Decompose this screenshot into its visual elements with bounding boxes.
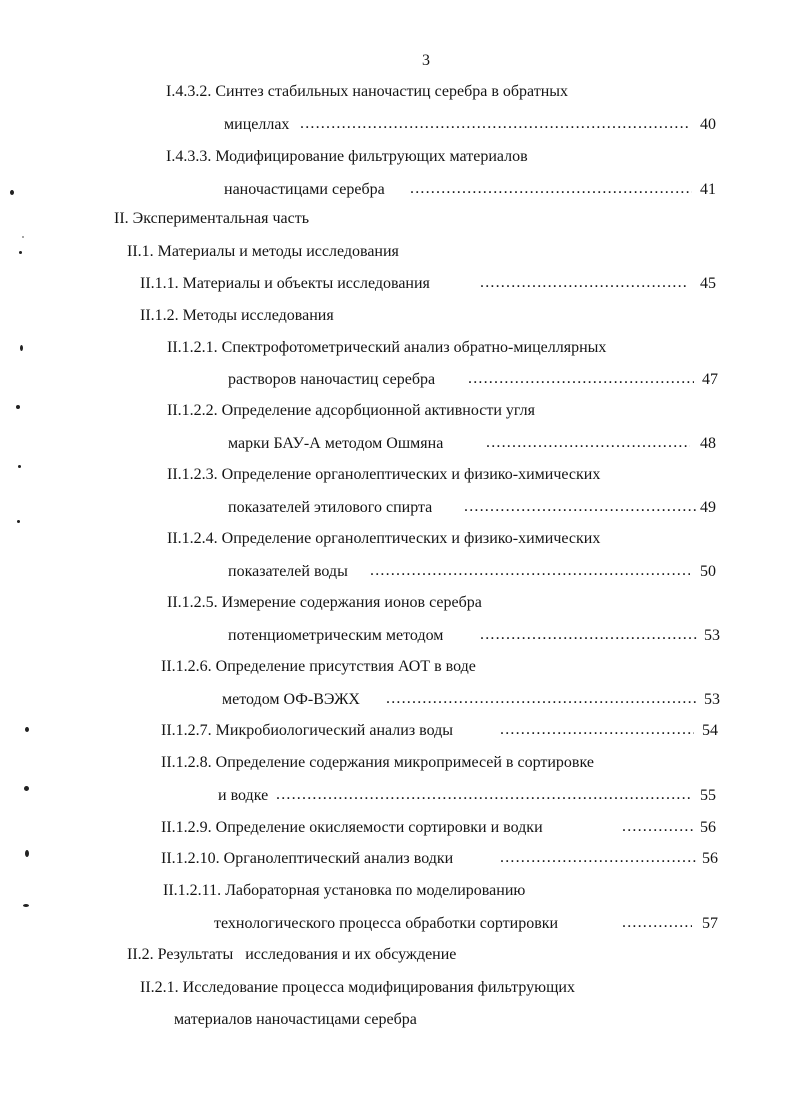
toc-page-number: 54 <box>702 722 718 739</box>
scan-speck <box>25 850 29 857</box>
toc-page-number: 57 <box>702 915 718 932</box>
toc-page-number: 48 <box>700 435 716 452</box>
toc-page-number: 53 <box>704 691 720 708</box>
toc-page-number: 56 <box>702 850 718 867</box>
toc-subsection-heading: II.2. Результаты исследования и их обсуждение <box>127 946 457 963</box>
toc-page-number: 47 <box>702 371 718 388</box>
toc-page-number: 45 <box>700 275 716 292</box>
scan-speck <box>23 904 29 907</box>
toc-entry-line: растворов наночастиц серебра <box>228 371 436 388</box>
toc-leader-dots <box>622 818 694 838</box>
toc-page-number: 53 <box>704 627 720 644</box>
toc-entry-line: II.1.2.9. Определение окисляемости сортировки и водки <box>161 819 543 836</box>
toc-leader-dots <box>622 914 692 934</box>
page-number: 3 <box>422 52 430 69</box>
toc-leader-dots <box>500 721 694 741</box>
toc-page-number: 49 <box>700 499 716 516</box>
toc-page-number: 55 <box>700 787 716 804</box>
toc-leader-dots <box>300 115 688 135</box>
toc-entry-line: мицеллах <box>224 116 290 133</box>
toc-section-heading: II. Экспериментальная часть <box>114 210 309 227</box>
toc-entry-line: II.1.2.8. Определение содержания микропримесей в сортировке <box>161 754 594 771</box>
toc-entry-line: II.1.2.5. Измерение содержания ионов серебра <box>167 594 482 611</box>
toc-entry-line: марки БАУ-А методом Ошмяна <box>228 435 444 452</box>
toc-page-number: 50 <box>700 563 716 580</box>
toc-page-number: 56 <box>700 819 716 836</box>
toc-leader-dots <box>486 434 690 454</box>
toc-leader-dots <box>480 626 698 646</box>
toc-entry-line: технологического процесса обработки сортировки <box>214 915 559 932</box>
toc-entry-line: II.1.2.3. Определение органолептических и физико-химических <box>167 466 601 483</box>
toc-entry-line: II.1.2.7. Микробиологический анализ воды <box>161 722 454 739</box>
toc-entry-line: потенциометрическим методом <box>228 627 444 644</box>
toc-leader-dots <box>468 370 694 390</box>
scan-speck <box>18 465 21 468</box>
toc-entry-line: методом ОФ-ВЭЖХ <box>222 691 360 708</box>
scan-speck <box>16 405 20 409</box>
scan-speck <box>20 345 23 351</box>
scan-speck <box>19 251 22 254</box>
toc-entry-line: материалов наночастицами серебра <box>174 1011 417 1028</box>
toc-leader-dots <box>464 498 696 518</box>
toc-entry-line: II.1.2.6. Определение присутствия АОТ в воде <box>161 658 476 675</box>
scan-speck <box>22 236 24 238</box>
toc-entry-line: II.1.2.2. Определение адсорбционной активности угля <box>167 402 535 419</box>
scan-speck <box>25 727 29 732</box>
toc-leader-dots <box>276 786 690 806</box>
toc-leader-dots <box>386 690 698 710</box>
toc-entry-line: II.1.2.4. Определение органолептических и физико-химических <box>167 530 601 547</box>
scan-speck <box>10 190 14 195</box>
toc-entry-line: II.2.1. Исследование процесса модифицирования фильтрующих <box>140 979 575 996</box>
toc-entry-line: показателей этилового спирта <box>228 499 433 516</box>
toc-leader-dots <box>480 274 688 294</box>
toc-entry-line: I.4.3.3. Модифицирование фильтрующих материалов <box>166 148 528 165</box>
toc-entry-line: II.1.2.1. Спектрофотометрический анализ обратно-мицеллярных <box>167 339 607 356</box>
toc-entry-line: наночастицами серебра <box>224 181 385 198</box>
toc-entry-line: и водке <box>218 787 269 804</box>
toc-page-number: 40 <box>700 116 716 133</box>
toc-leader-dots <box>370 562 690 582</box>
toc-leader-dots <box>500 849 696 869</box>
toc-entry-line: показателей воды <box>228 563 348 580</box>
scan-speck <box>17 520 20 523</box>
toc-subsection-heading: II.1.2. Методы исследования <box>140 307 334 324</box>
toc-entry-line: I.4.3.2. Синтез стабильных наночастиц серебра в обратных <box>166 83 569 100</box>
toc-leader-dots <box>410 180 692 200</box>
toc-page-number: 41 <box>700 181 716 198</box>
scan-speck <box>24 786 29 791</box>
toc-subsection-heading: II.1. Материалы и методы исследования <box>127 243 399 260</box>
toc-entry-line: II.1.2.11. Лабораторная установка по моделированию <box>163 882 526 899</box>
toc-entry-line: II.1.2.10. Органолептический анализ водки <box>161 850 454 867</box>
toc-entry-line: II.1.1. Материалы и объекты исследования <box>140 275 430 292</box>
